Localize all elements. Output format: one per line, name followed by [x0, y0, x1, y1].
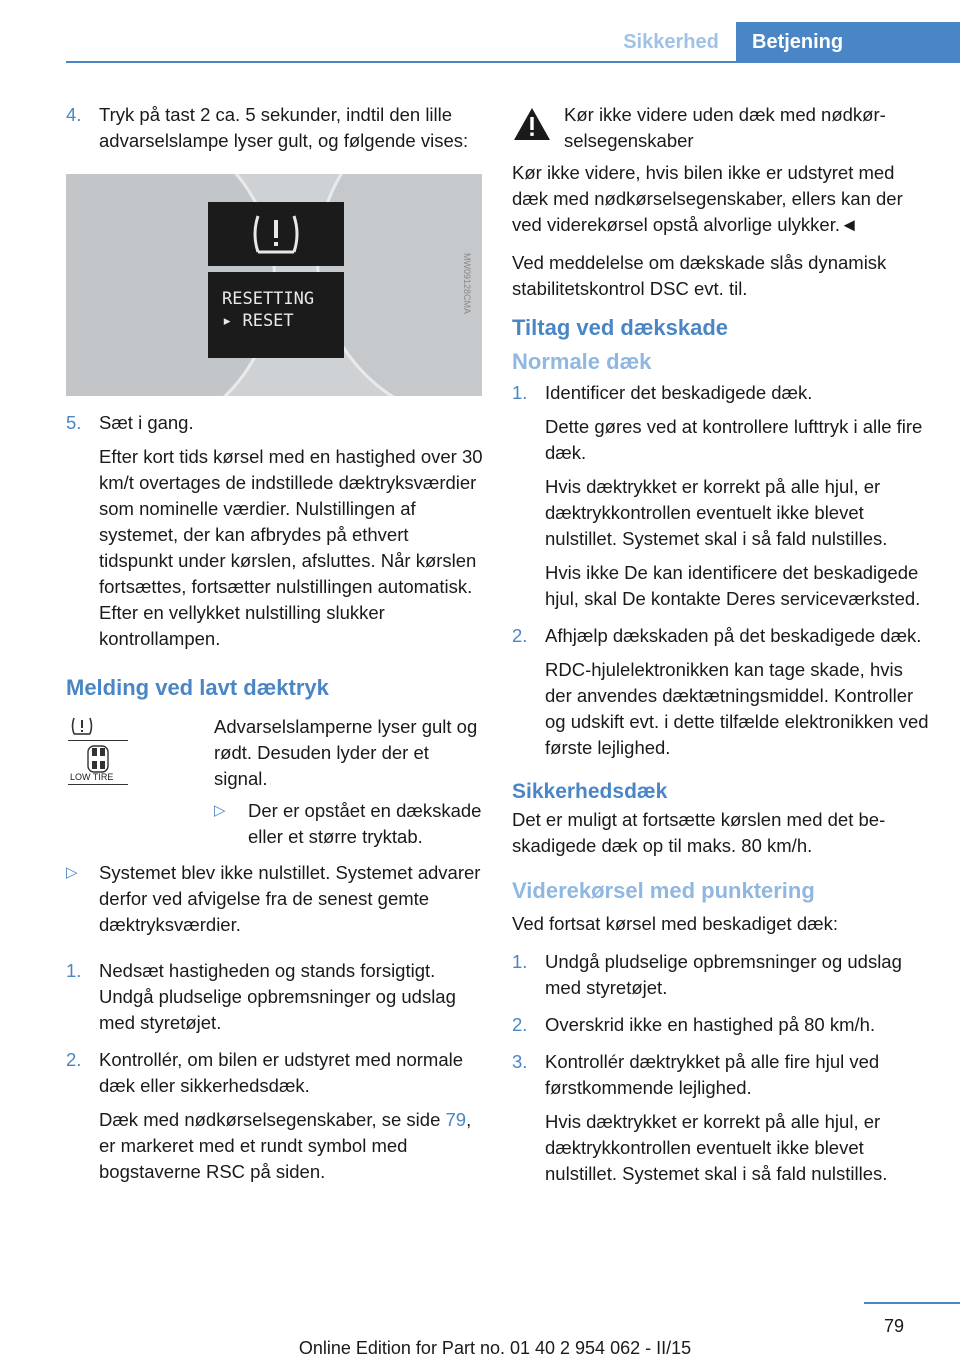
bullet-tire-damage	[214, 798, 484, 850]
heading-measures: Tiltag ved dækskade	[512, 315, 729, 340]
bullet-text: Der er opstået en dækskade eller et større tryktab.	[248, 800, 482, 847]
list-number: 3.	[512, 1051, 528, 1072]
right-column	[512, 102, 930, 1198]
list-detail	[99, 1107, 484, 1185]
list-text: Nedsæt hastigheden og stands forsigtigt. Undgå pludselige opbremsninger og udslag med styretøjet.	[99, 960, 456, 1033]
heading-safety-tires: Sikkerhedsdæk	[512, 780, 668, 803]
list-number: 1.	[66, 960, 82, 981]
image-code: MW09128CMA	[462, 252, 472, 314]
normal-list-item-2	[512, 623, 930, 761]
bullet-text: Systemet blev ikke nulstillet. Systemet advarer derfor ved afvigelse fra de senest gemte dæktryksværdier.	[99, 862, 481, 935]
warning-lamp-icons	[66, 714, 130, 793]
list-detail: Dette gøres ved at kontrollere lufttryk i alle fire dæk.	[545, 416, 923, 463]
warning-lamps-text: Advarselslamperne lyser gult og rødt. Desuden lyder der et signal.	[214, 716, 478, 789]
bullet-triangle-icon: ▷	[66, 864, 78, 881]
puncture-list-item-2	[512, 1012, 930, 1038]
step-text: Sæt i gang.	[99, 412, 194, 433]
page-link[interactable]: 79	[445, 1109, 467, 1130]
warning-text: Kør ikke videre, hvis bilen ikke er udstyret med dæk med nødkørselsegenskaber, ellers kan der ved viderekørsel opstå alvorlige ulykker.◄	[512, 162, 903, 235]
list-item-1	[66, 958, 484, 1036]
list-number: 2.	[512, 1014, 528, 1035]
list-number: 2.	[512, 625, 528, 646]
display-line-reset: ▸ RESET	[222, 311, 294, 331]
list-text: Kontrollér dæktrykket på alle fire hjul ved førstkommende lejlighed.	[545, 1051, 880, 1098]
safety-text: Det er muligt at fortsætte kørslen med det beskadigede dæk op til maks. 80 km/h.	[512, 809, 886, 856]
warning-box	[512, 102, 930, 156]
display-line-resetting: RESETTING	[222, 289, 315, 309]
list-text: Identificer det beskadigede dæk.	[545, 382, 813, 403]
detail-text: , er markeret med et rundt symbol med bogstaverne RSC på siden.	[99, 1109, 472, 1182]
tire-warning-icon	[208, 202, 344, 266]
step-5	[66, 410, 484, 652]
bullet-triangle-icon: ▷	[214, 802, 226, 819]
dsc-text: Ved meddelelse om dækskade slås dynamisk stabilitetskontrol DSC evt. til.	[512, 252, 887, 299]
page-number: 79	[883, 1316, 905, 1336]
step-text: Tryk på tast 2 ca. 5 sekunder, indtil den lille advarselslampe lyser gult, og følgende vises:	[99, 104, 469, 151]
list-text: Overskrid ikke en hastighed på 80 km/h.	[545, 1014, 876, 1035]
heading-low-pressure: Melding ved lavt dæktryk	[66, 675, 329, 700]
list-number: 1.	[512, 382, 528, 403]
footer-rule	[864, 1302, 960, 1304]
bullet-not-reset	[66, 860, 484, 938]
step-number: 4.	[66, 104, 82, 125]
puncture-intro: Ved fortsat kørsel med beskadiget dæk:	[512, 913, 838, 934]
reset-display	[208, 272, 344, 358]
list-number: 1.	[512, 951, 528, 972]
list-detail: RDC-hjulelektronikken kan tage skade, hvis der anvendes dæktætningsmiddel. Kontroller og udskift evt. i dette tilfælde elektronikken ved første lejlighed.	[545, 659, 929, 758]
heading-normal-tires: Normale dæk	[512, 349, 652, 374]
low-tire-label: LOW TIRE	[70, 772, 114, 782]
list-text: Kontrollér, om bilen er udstyret med normale dæk eller sikkerhedsdæk.	[99, 1049, 464, 1096]
list-detail: Hvis dæktrykket er korrekt på alle hjul, er dæktrykkontrollen eventuelt ikke blevet nulstillet. Systemet skal i så fald nulstilles.	[545, 476, 888, 549]
warning-lamps-block	[66, 714, 484, 850]
list-item-2	[66, 1047, 484, 1185]
warning-title: Kør ikke videre uden dæk med nødkørselsegenskaber	[564, 104, 886, 151]
list-text: Undgå pludselige opbremsninger og udslag med styretøjet.	[545, 951, 902, 998]
list-detail: Hvis dæktrykket er korrekt på alle hjul, er dæktrykkontrollen eventuelt ikke blevet nulstillet. Systemet skal i så fald nulstilles.	[545, 1111, 888, 1184]
footer-edition: Online Edition for Part no. 01 40 2 954 062 - II/15	[298, 1338, 692, 1358]
normal-list-item-1	[512, 380, 930, 612]
detail-text: Dæk med nødkørselsegenskaber, se side	[99, 1109, 446, 1130]
step-detail: Efter kort tids kørsel med en hastighed over 30 km/t overtages de indstillede dæktryksværdier som nominelle værdier. Nulstillingen af systemet, der kan afbrydes på ethvert tidspunkt under kørslen, afsluttes. Når kørslen fortsættes, fortsætter nulstillingen automatisk. Efter en vellykket nulstilling slukker kontrollampen.	[99, 446, 483, 649]
warning-triangle-icon	[512, 106, 552, 142]
tire-pressure-display	[208, 202, 344, 266]
list-detail: Hvis ikke De kan identificere det beskadigede hjul, skal De kontakte Deres serviceværksted.	[545, 562, 921, 609]
header-tab-sikkerhed[interactable]: Sikkerhed	[623, 31, 719, 53]
list-number: 2.	[66, 1049, 82, 1070]
step-number: 5.	[66, 412, 82, 433]
list-text: Afhjælp dækskaden på det beskadigede dæk.	[545, 625, 922, 646]
header-tab-betjening[interactable]: Betjening	[736, 22, 960, 62]
puncture-list-item-3	[512, 1049, 930, 1187]
header-rule	[66, 61, 960, 63]
left-column	[66, 102, 484, 1196]
instrument-cluster-photo	[66, 174, 482, 396]
heading-puncture: Viderekørsel med punktering	[512, 878, 815, 903]
puncture-list-item-1	[512, 949, 930, 1001]
step-4	[66, 102, 484, 154]
